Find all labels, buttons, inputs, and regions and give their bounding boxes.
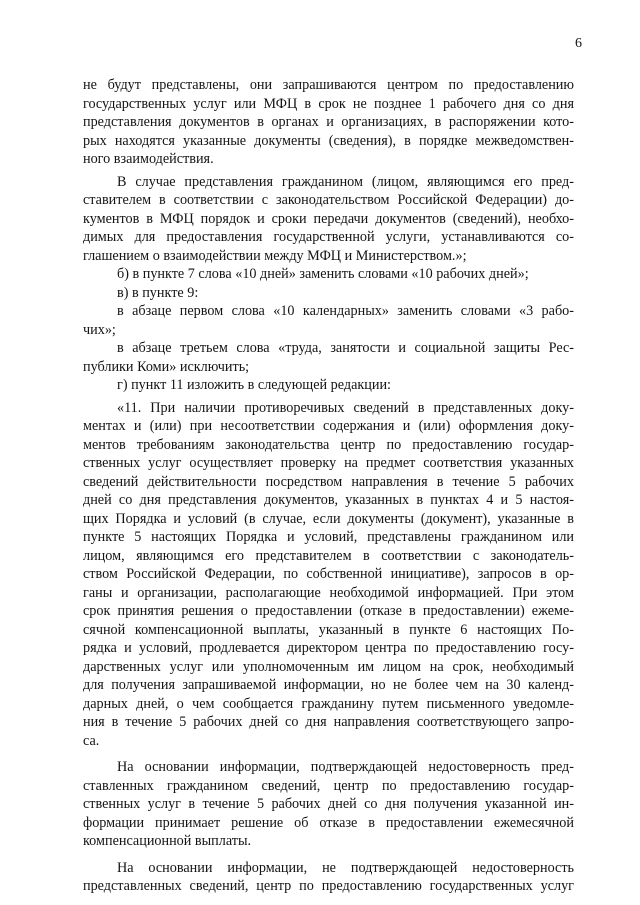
text-line: ством Российской Федерации, по собственной инициативе), запросов в ор-	[83, 566, 574, 582]
text-line: На основании информации, не подтверждающей недостоверность	[117, 859, 574, 876]
text-line: ставителем в соответствии с законодательством Российской Федерации) до-	[83, 192, 574, 208]
text-line: ганы и организации, располагающие необходимой информацией. При этом	[83, 584, 574, 601]
text-line: са.	[83, 732, 100, 749]
text-line: лицом, являющимся его представителем в соответствии с законодатель-	[83, 547, 574, 564]
paragraph	[83, 284, 574, 303]
text-line: щих Порядка и условий (в случае, если документы (документ), указанные в	[83, 510, 574, 527]
text-line: ственных услуг осуществляет проверку на предмет соответствия указанных	[83, 455, 574, 471]
text-line: глашением о взаимодействии между МФЦ и Министерством.»;	[83, 247, 467, 264]
text-line: не будут представлены, они запрашиваются центром по предоставлению	[83, 77, 574, 93]
text-line: б) в пункте 7 слова «10 дней» заменить словами «10 рабочих дней»;	[117, 266, 529, 282]
paragraph	[83, 376, 574, 395]
text-line: ментах и (или) при несоответствии содержания и (или) оформления доку-	[83, 418, 574, 434]
text-line: г) пункт 11 изложить в следующей редакции:	[117, 377, 391, 393]
text-line: в абзаце первом слова «10 календарных» заменить словами «3 рабо-	[117, 303, 574, 319]
text-line: в) в пункте 9:	[117, 284, 199, 301]
text-line: сячной компенсационной выплаты, указанный в пункте 6 настоящих По-	[83, 621, 574, 638]
text-line: для получения запрашиваемой информации, но не более чем на 30 календ-	[83, 677, 574, 693]
text-line: рядка и условий, продлевается директором центра по предоставлению госу-	[83, 640, 574, 656]
text-line: представления документов в органах и организациях, в распоряжении кото-	[83, 114, 574, 130]
text-line: ставленных гражданином сведений, центр по предоставлению государ-	[83, 777, 574, 794]
text-line: представленных сведений, центр по предоставлению государственных услуг	[83, 878, 574, 894]
text-line: В случае представления гражданином (лицом, являющимся его пред-	[117, 173, 574, 190]
text-line: формации принимает решение об отказе в предоставлении ежемесячной	[83, 814, 574, 831]
text-line: в абзаце третьем слова «труда, занятости и социальной защиты Рес-	[117, 340, 574, 356]
text-line: ственных услуг в течение 5 рабочих дней со дня получения указанной ин-	[83, 796, 574, 812]
paragraph	[83, 76, 574, 169]
text-line: «11. При наличии противоречивых сведений в представленных доку-	[117, 399, 574, 416]
paragraph	[83, 302, 574, 339]
text-line: ния в течение 5 рабочих дней со дня направления соответствующего запро-	[83, 714, 574, 730]
text-line: дарственных услуг или уполномоченным им лицом на срок, необходимый	[83, 658, 574, 675]
text-line: кументов в МФЦ порядок и сроки передачи документов (сведений), необхо-	[83, 210, 574, 227]
document-body	[83, 76, 574, 896]
text-line: димых для предоставления государственной услуги, устанавливаются со-	[83, 229, 574, 245]
text-line: публики Коми» исключить;	[83, 358, 250, 375]
text-line: дарных дней, о чем сообщается гражданину путем письменного уведомле-	[83, 695, 574, 712]
text-line: рых находятся указанные документы (сведения), в порядке межведомствен-	[83, 132, 574, 149]
text-line: компенсационной выплаты.	[83, 833, 252, 849]
text-line: государственных услуг или МФЦ в срок не позднее 1 рабочего дня со дня	[83, 95, 574, 112]
text-line: дней со дня представления документов, указанных в пунктах 4 и 5 настоя-	[83, 492, 574, 508]
paragraph	[83, 173, 574, 266]
paragraph	[83, 859, 574, 896]
paragraph	[83, 339, 574, 376]
text-line: срок принятия решения о предоставлении (отказе в предоставлении) ежеме-	[83, 603, 574, 619]
text-line: ного взаимодействия.	[83, 151, 214, 167]
text-line: сведений действительности посредством направления в течение 5 рабочих	[83, 473, 574, 490]
text-line: ментов требованиям законодательства центр по предоставлению государ-	[83, 436, 574, 453]
paragraph	[83, 399, 574, 751]
text-line: На основании информации, подтверждающей недостоверность пред-	[117, 759, 574, 775]
text-line: чих»;	[83, 321, 116, 338]
page-number: 6	[575, 36, 582, 51]
paragraph	[83, 758, 574, 851]
text-line: пункте 5 настоящих Порядка и условий, представлены гражданином или	[83, 529, 574, 545]
paragraph	[83, 265, 574, 284]
